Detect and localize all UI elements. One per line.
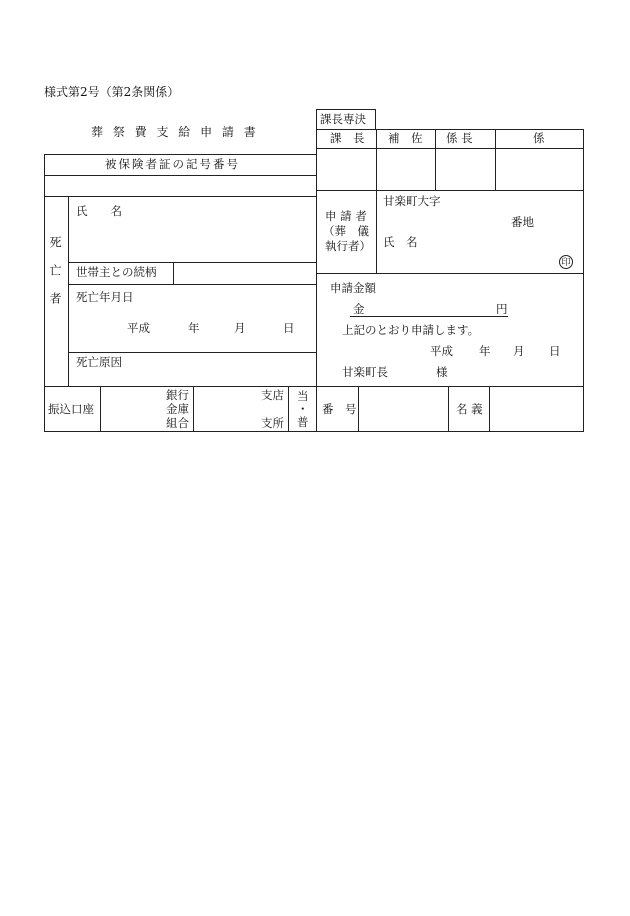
applicant-label-1: 申 請 者 (325, 209, 367, 223)
applicant-label-3: 執行者） (325, 239, 371, 253)
branch-shiten: 支店 (261, 388, 284, 402)
amount-prefix: 金 (353, 302, 365, 316)
approval-col-kakaricho: 係 長 (446, 131, 473, 145)
account-type-dot: ・ (297, 402, 309, 416)
death-date-label: 死亡年月日 (76, 290, 134, 304)
seal-mark: 印 (559, 255, 573, 269)
institution-bank: 銀行 (166, 388, 189, 402)
account-holder-field[interactable] (490, 387, 583, 431)
bank-account-label: 振込口座 (48, 402, 94, 416)
approval-stamp-kakaricho[interactable] (436, 149, 494, 190)
application-date-era: 平成 (430, 344, 453, 358)
death-date-month: 月 (234, 321, 246, 335)
branch-shisho: 支所 (261, 416, 284, 430)
form-title: 葬 祭 費 支 給 申 請 書 (91, 125, 259, 139)
application-date-month: 月 (513, 344, 525, 358)
approval-col-kakari: 係 (533, 131, 545, 145)
account-holder-label: 名 義 (456, 402, 483, 416)
approval-col-hosa: 補 佐 (388, 131, 423, 145)
account-number-field[interactable] (359, 387, 447, 431)
amount-underline (350, 316, 508, 317)
amount-field[interactable] (367, 300, 493, 315)
bank-name-field[interactable] (101, 387, 163, 431)
applicant-address-field[interactable] (440, 193, 580, 233)
deceased-section-label: 死亡者 (48, 236, 62, 320)
applicant-name-field[interactable] (425, 234, 555, 268)
insured-number-field[interactable] (45, 176, 316, 195)
account-type-current: 当 (297, 389, 309, 403)
form-number-label: 様式第2号（第2条関係） (44, 85, 180, 99)
approval-stamp-kakari[interactable] (496, 149, 583, 190)
approval-stamp-hosa[interactable] (377, 149, 434, 190)
death-cause-label: 死亡原因 (76, 355, 122, 369)
relation-label: 世帯主との続柄 (76, 265, 157, 279)
institution-shinkin: 金庫 (166, 402, 189, 416)
approval-stamp-kacho[interactable] (317, 149, 375, 190)
amount-suffix: 円 (496, 302, 508, 316)
approval-head-label: 課長専決 (320, 112, 366, 126)
death-cause-field[interactable] (69, 353, 316, 386)
death-date-year: 年 (188, 321, 200, 335)
account-type-ordinary: 普 (297, 415, 309, 429)
approval-col-kacho: 課 長 (330, 131, 365, 145)
account-number-label: 番 号 (322, 402, 357, 416)
declaration-text: 上記のとおり申請します。 (342, 323, 480, 337)
applicant-name-label: 氏 名 (383, 235, 418, 249)
death-date-era: 平成 (127, 321, 150, 335)
addressee-honorific: 様 (436, 365, 448, 379)
branch-name-field[interactable] (194, 387, 256, 431)
addressee: 甘楽町長 (342, 365, 388, 379)
institution-kumiai: 組合 (166, 416, 189, 430)
amount-label: 申請金額 (330, 281, 376, 295)
deceased-name-field[interactable] (69, 197, 316, 261)
applicant-address-label: 甘楽町大字 (383, 194, 441, 208)
death-date-field[interactable] (69, 285, 316, 351)
application-date-day: 日 (549, 344, 561, 358)
applicant-label-2: （葬 儀 (323, 224, 369, 238)
relation-field[interactable] (174, 263, 316, 283)
applicant-banchi-label: 番地 (511, 215, 534, 229)
death-date-day: 日 (283, 321, 295, 335)
application-date-year: 年 (479, 344, 491, 358)
deceased-name-label: 氏 名 (76, 204, 122, 218)
insured-number-label: 被保険者証の記号番号 (105, 157, 240, 171)
